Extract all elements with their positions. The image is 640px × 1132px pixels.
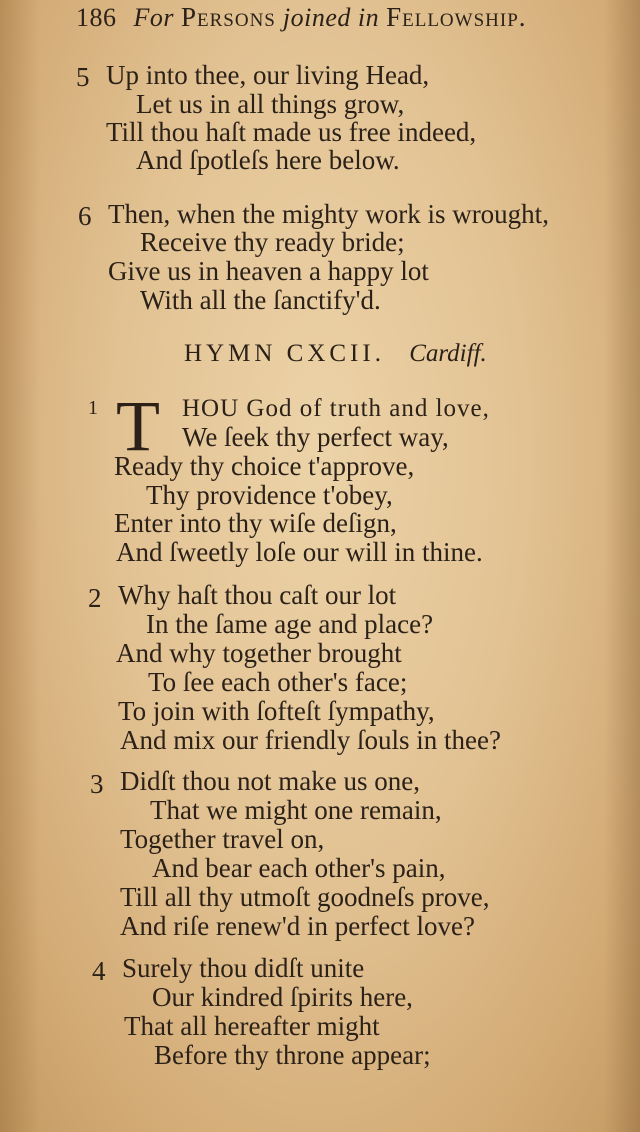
running-head-for: For bbox=[133, 3, 174, 32]
verse-line: Then, when the mighty work is wrought, bbox=[108, 199, 549, 229]
verse-line: And riſe renew'd in perfect love? bbox=[120, 911, 475, 941]
verse-line: Till all thy utmoſt goodneſs prove, bbox=[120, 882, 490, 912]
running-head-fellowship: Fellowship. bbox=[386, 2, 527, 32]
stanza-number: 6 bbox=[78, 201, 92, 231]
verse-line: Enter into thy wiſe deſign, bbox=[114, 508, 397, 538]
verse-line: Receive thy ready bride; bbox=[140, 227, 405, 257]
verse-line: That all hereafter might bbox=[124, 1011, 380, 1041]
verse-line: Our kindred ſpirits here, bbox=[152, 982, 413, 1012]
stanza-number: 5 bbox=[76, 62, 90, 92]
stanza-number: 2 bbox=[88, 583, 102, 613]
running-head-persons: Persons bbox=[181, 2, 276, 32]
page-number: 186 bbox=[76, 3, 117, 32]
verse-line: Till thou haſt made us free indeed, bbox=[106, 117, 477, 147]
verse-line: We ſeek thy perfect way, bbox=[182, 422, 449, 452]
verse-line: Before thy throne appear; bbox=[154, 1040, 431, 1070]
verse-line: And why together brought bbox=[116, 638, 402, 668]
drop-cap: T bbox=[116, 386, 160, 466]
hymn-title bbox=[184, 340, 487, 368]
running-head-joined: joined in bbox=[282, 3, 380, 32]
verse-line: Didſt thou not make us one, bbox=[120, 766, 420, 796]
verse-line: And mix our friendly ſouls in thee? bbox=[120, 725, 501, 755]
verse-line: In the ſame age and place? bbox=[146, 609, 434, 639]
verse-line: Surely thou didſt unite bbox=[122, 953, 365, 983]
verse-line: And ſpotleſs here below. bbox=[136, 145, 400, 175]
hymn-tune: Cardiff. bbox=[409, 340, 487, 367]
verse-line: To join with ſofteſt ſympathy, bbox=[118, 696, 435, 726]
stanza-number: 1 bbox=[88, 397, 98, 419]
verse-line: Thy providence t'obey, bbox=[146, 480, 393, 510]
verse-line: Why haſt thou caſt our lot bbox=[118, 580, 397, 610]
hymn-number: HYMN CXCII. bbox=[184, 340, 385, 367]
running-head bbox=[76, 2, 527, 33]
verse-line: And bear each other's pain, bbox=[152, 853, 446, 883]
verse-line: With all the ſanctify'd. bbox=[140, 285, 381, 315]
verse-line: Give us in heaven a happy lot bbox=[108, 256, 429, 286]
stanza-number: 3 bbox=[90, 769, 104, 799]
verse-line: That we might one remain, bbox=[150, 795, 442, 825]
verse-line: Let us in all things grow, bbox=[136, 89, 405, 119]
stanza-number: 4 bbox=[92, 956, 106, 986]
verse-line: Ready thy choice t'approve, bbox=[114, 451, 415, 481]
verse-line: And ſweetly loſe our will in thine. bbox=[116, 537, 483, 567]
verse-line: Together travel on, bbox=[120, 824, 325, 854]
verse-line: To ſee each other's face; bbox=[148, 667, 408, 697]
verse-line: HOU God of truth and love, bbox=[182, 395, 490, 422]
verse-line: Up into thee, our living Head, bbox=[106, 60, 430, 90]
